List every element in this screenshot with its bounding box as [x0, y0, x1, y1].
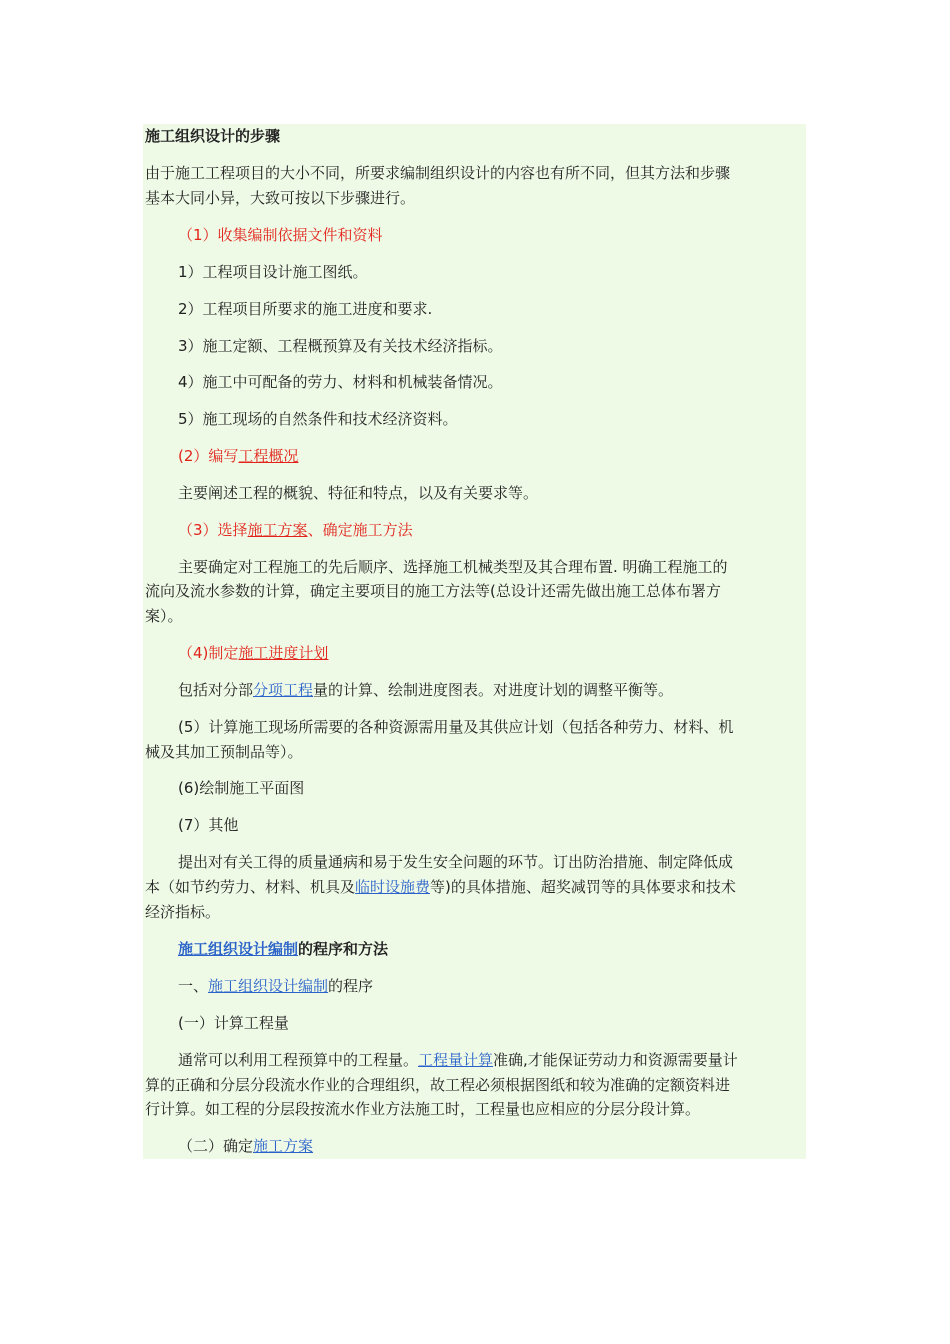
step4-text-b: 量的计算、绘制进度图表。对进度计划的调整平衡等。: [313, 681, 674, 699]
calc-line1-a: 通常可以利用工程预算中的工程量。: [178, 1051, 419, 1069]
step7-line-1: 提出对有关工得的质量通病和易于发生安全问题的环节。订出防治措施、制定降低成: [178, 853, 734, 871]
step4-text-a: 包括对分部: [178, 681, 254, 699]
step3-line-1: 主要确定对工程施工的先后顺序、选择施工机械类型及其合理布置. 明确工程施工的: [178, 558, 728, 576]
section2-subtitle: [178, 974, 373, 998]
step5-line-2: 械及其加工预制品等）。: [145, 743, 303, 761]
link-project-overview[interactable]: 工程概况: [238, 447, 299, 465]
link-schedule-plan[interactable]: 施工进度计划: [238, 644, 329, 662]
link-construction-plan[interactable]: 施工方案: [247, 521, 308, 539]
link-design-compilation[interactable]: 施工组织设计编制: [208, 977, 329, 995]
plan-heading-a: （二）确定: [178, 1137, 254, 1155]
step3-prefix: （3）选择: [178, 521, 248, 539]
document-body: [143, 124, 806, 1159]
calc-line-1: [178, 1048, 738, 1072]
link-quantity-calculation[interactable]: 工程量计算: [418, 1051, 494, 1069]
intro-line-2: 基本大同小异，大致可按以下步骤进行。: [145, 189, 416, 207]
step4-heading: [178, 641, 328, 665]
section2-title: [178, 937, 388, 961]
step7-line-2: [145, 875, 736, 899]
step1-item-2: 2）工程项目所要求的施工进度和要求.: [178, 300, 433, 318]
step7-line-3: 经济指标。: [145, 903, 221, 921]
section2-title-rest: 的程序和方法: [298, 940, 389, 958]
step1-heading: （1）收集编制依据文件和资料: [178, 226, 383, 244]
step6-heading: (6)绘制施工平面图: [178, 779, 305, 797]
section2-sub-b: 的程序: [328, 977, 374, 995]
step3-line-3: 案）。: [145, 607, 183, 625]
intro-line-1: 由于施工工程项目的大小不同，所要求编制组织设计的内容也有所不同，但其方法和步骤: [145, 164, 731, 182]
step7-line2-a: 本（如节约劳力、材料、机具及: [145, 878, 356, 896]
calc-line-3: 行计算。如工程的分层段按流水作业方法施工时，工程量也应相应的分层分段计算。: [145, 1100, 701, 1118]
step1-item-5: 5）施工现场的自然条件和技术经济资料。: [178, 410, 458, 428]
page-title: 施工组织设计的步骤: [145, 127, 281, 145]
step3-heading: [178, 518, 413, 542]
link-construction-plan-2[interactable]: 施工方案: [253, 1137, 314, 1155]
step1-item-3: 3）施工定额、工程概预算及有关技术经济指标。: [178, 337, 503, 355]
step4-prefix: （4)制定: [178, 644, 239, 662]
plan-heading: [178, 1134, 313, 1158]
link-sub-item-work[interactable]: 分项工程: [253, 681, 314, 699]
step5-line-1: (5）计算施工现场所需要的各种资源需用量及其供应计划（包括各种劳力、材料、机: [178, 718, 734, 736]
link-temporary-facilities[interactable]: 临时设施费: [355, 878, 431, 896]
section2-sub-a: 一、: [178, 977, 209, 995]
step3-line-2: 流向及流水参数的计算，确定主要项目的施工方法等(总设计还需先做出施工总体布署方: [145, 582, 721, 600]
step2-text: 主要阐述工程的概貌、特征和特点，以及有关要求等。: [178, 484, 539, 502]
step3-suffix: 、确定施工方法: [307, 521, 413, 539]
calc-line-2: 算的正确和分层分段流水作业的合理组织，故工程必须根据图纸和较为准确的定额资料进: [145, 1076, 731, 1094]
step7-line2-b: 等)的具体措施、超奖减罚等的具体要求和技术: [430, 878, 736, 896]
link-design-compilation-title[interactable]: 施工组织设计编制: [178, 940, 299, 958]
step2-prefix: (2）编写: [178, 447, 239, 465]
step4-text: [178, 678, 673, 702]
step1-item-4: 4）施工中可配备的劳力、材料和机械装备情况。: [178, 373, 503, 391]
calc-heading: (一）计算工程量: [178, 1014, 289, 1032]
step7-heading: (7）其他: [178, 816, 239, 834]
calc-line1-b: 准确,才能保证劳动力和资源需要量计: [493, 1051, 738, 1069]
step1-item-1: 1）工程项目设计施工图纸。: [178, 263, 368, 281]
step2-heading: [178, 444, 298, 468]
